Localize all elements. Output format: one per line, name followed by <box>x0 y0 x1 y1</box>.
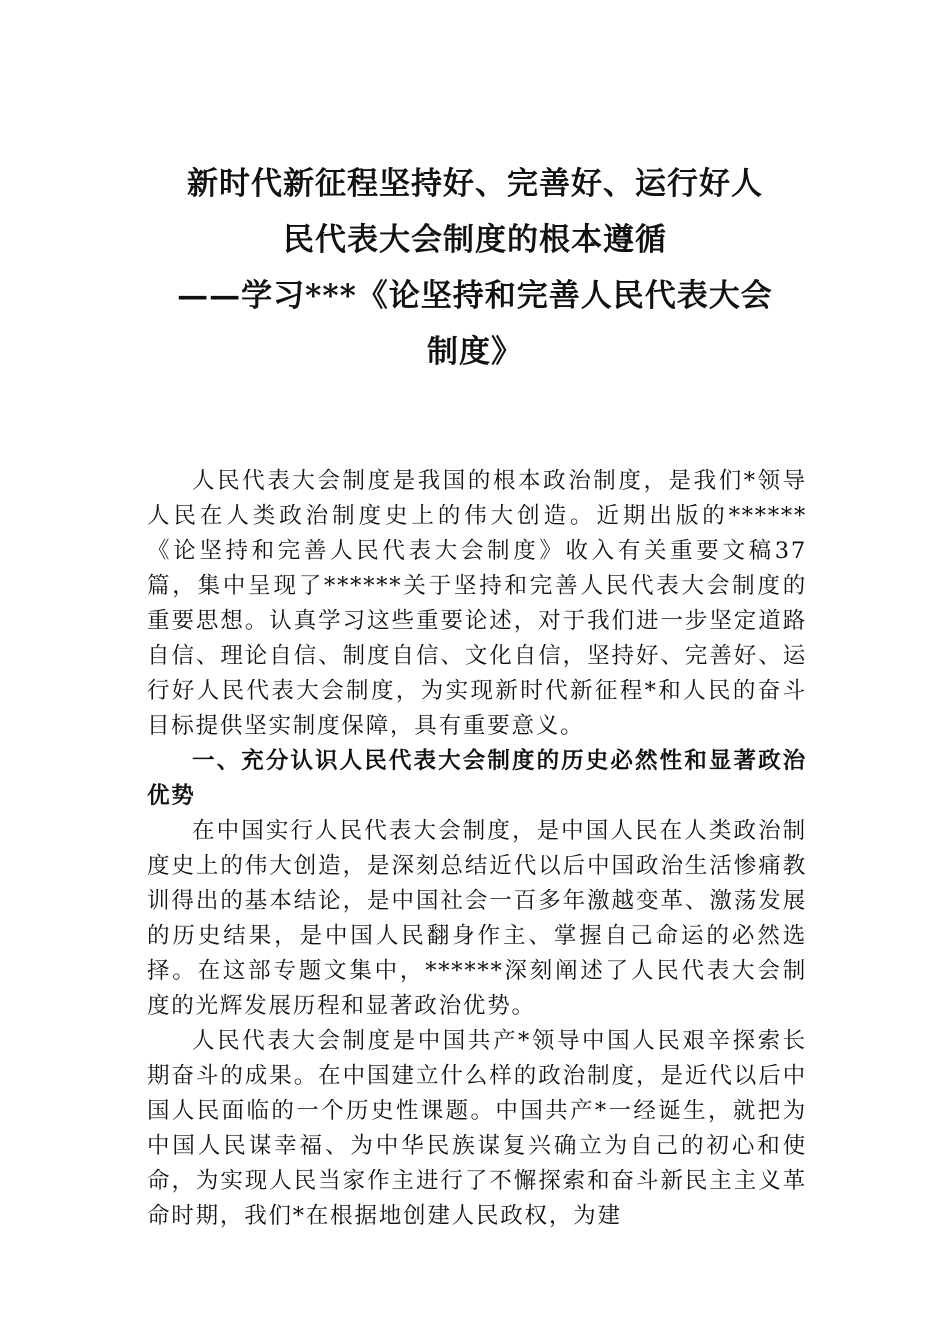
document-body <box>147 464 807 1234</box>
title-line: 制度》 <box>427 334 523 370</box>
body-paragraph: 人民代表大会制度是中国共产*领导中国人民艰辛探索长期奋斗的成果。在中国建立什么样的政治制度，是近代以后中国人民面临的一个历史性课题。中国共产*一经诞生，就把为中国人民谋幸福、为中华民族谋复兴确立为自己的初心和使命，为实现人民当家作主进行了不懈探索和奋斗新民主主义革命时期，我们*在根据地创建人民政权，为建 <box>147 1028 807 1229</box>
document-title <box>140 156 810 380</box>
section-heading: 一、充分认识人民代表大会制度的历史必然性和显著政治优势 <box>147 748 807 809</box>
body-paragraph: 在中国实行人民代表大会制度，是中国人民在人类政治制度史上的伟大创造，是深刻总结近代以后中国政治生活惨痛教训得出的基本结论，是中国社会一百多年激越变革、激荡发展的历史结果，是中国人民翻身作主、掌握自己命运的必然选择。在这部专题文集中，******深刻阐述了人民代表大会制度的光辉发展历程和显著政治优势。 <box>147 818 807 1019</box>
title-line: 新时代新征程坚持好、完善好、运行好人 <box>187 166 763 202</box>
title-line: ——学习***《论坚持和完善人民代表大会 <box>177 278 773 314</box>
body-paragraph: 人民代表大会制度是我国的根本政治制度，是我们*领导人民在人类政治制度史上的伟大创造。近期出版的******《论坚持和完善人民代表大会制度》收入有关重要文稿37篇，集中呈现了******关于坚持和完善人民代表大会制度的重要思想。认真学习这些重要论述，对于我们进一步坚定道路自信、理论自信、制度自信、文化自信，坚持好、完善好、运行好人民代表大会制度，为实现新时代新征程*和人民的奋斗目标提供坚实制度保障，具有重要意义。 <box>147 468 807 739</box>
title-line: 民代表大会制度的根本遵循 <box>283 222 667 258</box>
